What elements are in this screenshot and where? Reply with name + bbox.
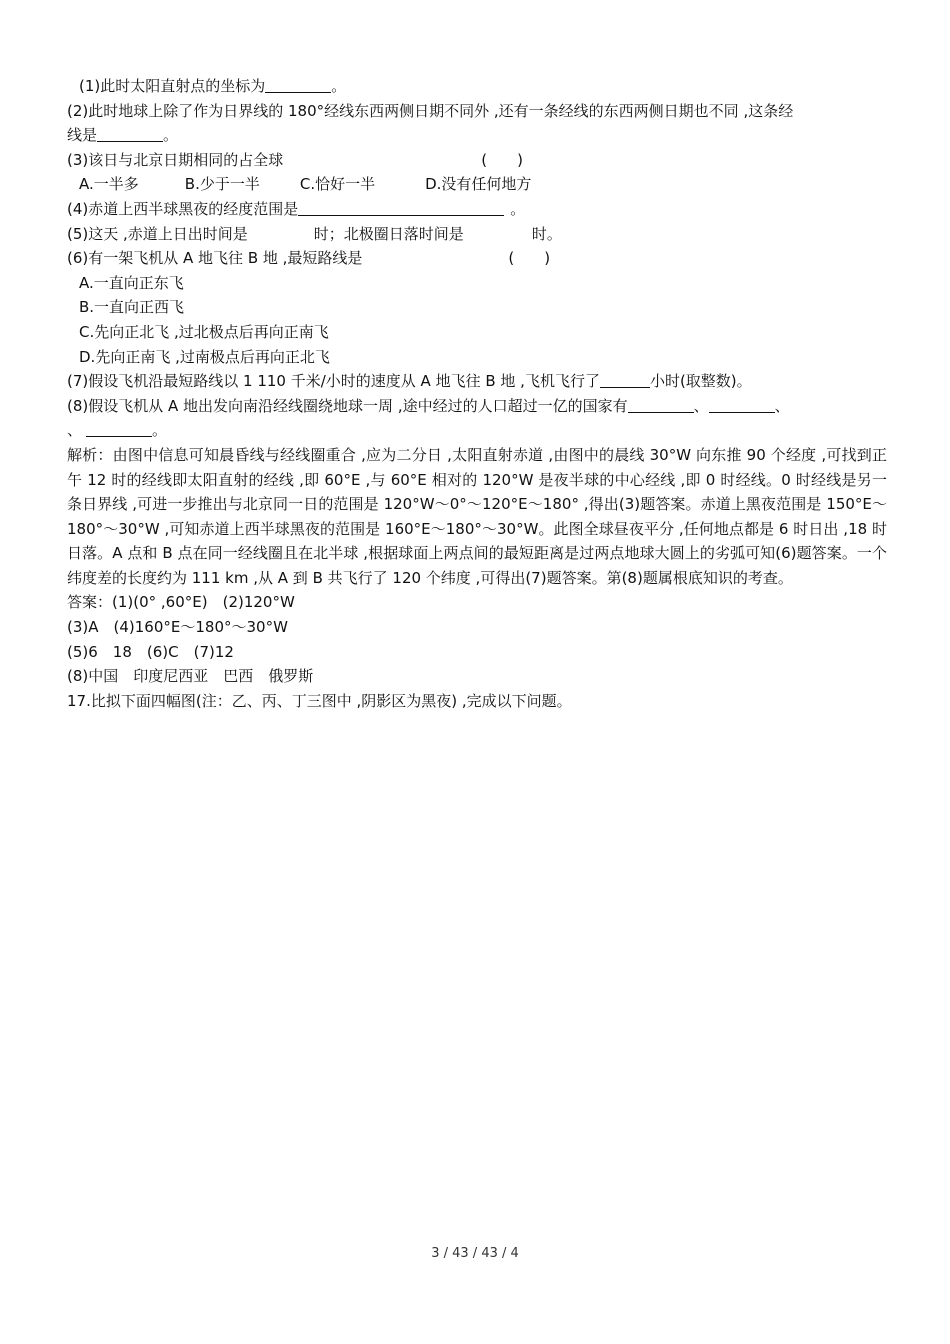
question-3: (3)该日与北京日期相同的占全球 ( ) [67,150,523,169]
question-6-option-d: D.先向正南飞 ,过南极点后再向正北飞 [79,347,330,366]
question-4: (4)赤道上西半球黑夜的经度范围是 。 [67,199,526,218]
question-7: (7)假设飞机沿最短路线以 1 110 千米/小时的速度从 A 地飞往 B 地 ,飞机飞行了 小时(取整数)。 [67,372,752,391]
answer-blank [709,397,775,413]
question-3-options: A.一半多 B.少于一半 C.恰好一半 D.没有任何地方 [79,175,532,194]
question-6-option-a: A.一直向正东飞 [79,273,184,292]
document-body [67,74,887,713]
question-8-cont: 、 。 [67,421,168,440]
question-6-option-b: B.一直向正西飞 [79,298,185,317]
answer-line-2: (3)A (4)160°E～180°～30°W [67,618,288,637]
question-6: (6)有一架飞机从 A 地飞往 B 地 ,最短路线是 ( ) [67,249,551,268]
question-8: (8)假设飞机从 A 地出发向南沿经线圈绕地球一周 ,途中经过的人口超过一亿的国家有 、 、 [67,396,790,415]
question-1: (1)此时太阳直射点的坐标为 。 [79,77,347,95]
question-5: (5)这天 ,赤道上日出时间是 时；北极圈日落时间是 时。 [67,224,562,243]
question-17: 17.比拟下面四幅图(注：乙、丙、丁三图中 ,阴影区为黑夜) ,完成以下问题。 [67,691,572,710]
answer-blank [628,397,694,413]
answer-blank [86,421,152,437]
answer-blank [97,126,163,142]
answer-line-3: (5)6 18 (6)C (7)12 [67,642,234,661]
answer-line-1: 答案：(1)(0° ,60°E) (2)120°W [67,593,295,612]
answer-blank [298,200,504,216]
answer-blank [265,77,331,93]
question-2: (2)此时地球上除了作为日界线的 180°经线东西两侧日期不同外 ,还有一条经线的东西两侧日期也不同 ,这条经 [67,101,794,120]
question-6-option-c: C.先向正北飞 ,过北极点后再向正南飞 [79,322,329,341]
page-footer: 3 / 43 / 43 / 4 [431,1246,519,1261]
question-2-cont: 线是 。 [67,126,179,145]
analysis-paragraph: 解析：由图中信息可知晨昏线与经线圈重合 ,应为二分日 ,太阳直射赤道 ,由图中的晨线 30°W 向东推 90 个经度 ,可找到正午 12 时的经线即太阳直射的经线 ,即 60°E ,与 60°E 相对的 120°W 是夜半球的中心经线 ,即 0 时经线。0 时经线是另一条日界线 ,可进一步推出与北京同一日的范围是 120°W～0°～120°E～180° ,得出(3)题答案。赤道上黑夜范围是 150°E～180°～30°W ,可知赤道上西半球黑夜的范围是 160°E～180°～30°W。此图全球昼夜平分 ,任何地点都是 6 时日出 ,18 时日落。A 点和 B 点在同一经线圈且在北半球 ,根据球面上两点间的最短距离是过两点地球大圆上的劣弧可知(6)题答案。一个纬度差的长度约为 111 km ,从 A 到 B 共飞行了 120 个纬度 ,可得出(7)题答案。第(8)题属根底知识的考查。 [67,445,887,587]
answer-line-4: (8)中国 印度尼西亚 巴西 俄罗斯 [67,667,314,686]
answer-blank [600,372,650,388]
